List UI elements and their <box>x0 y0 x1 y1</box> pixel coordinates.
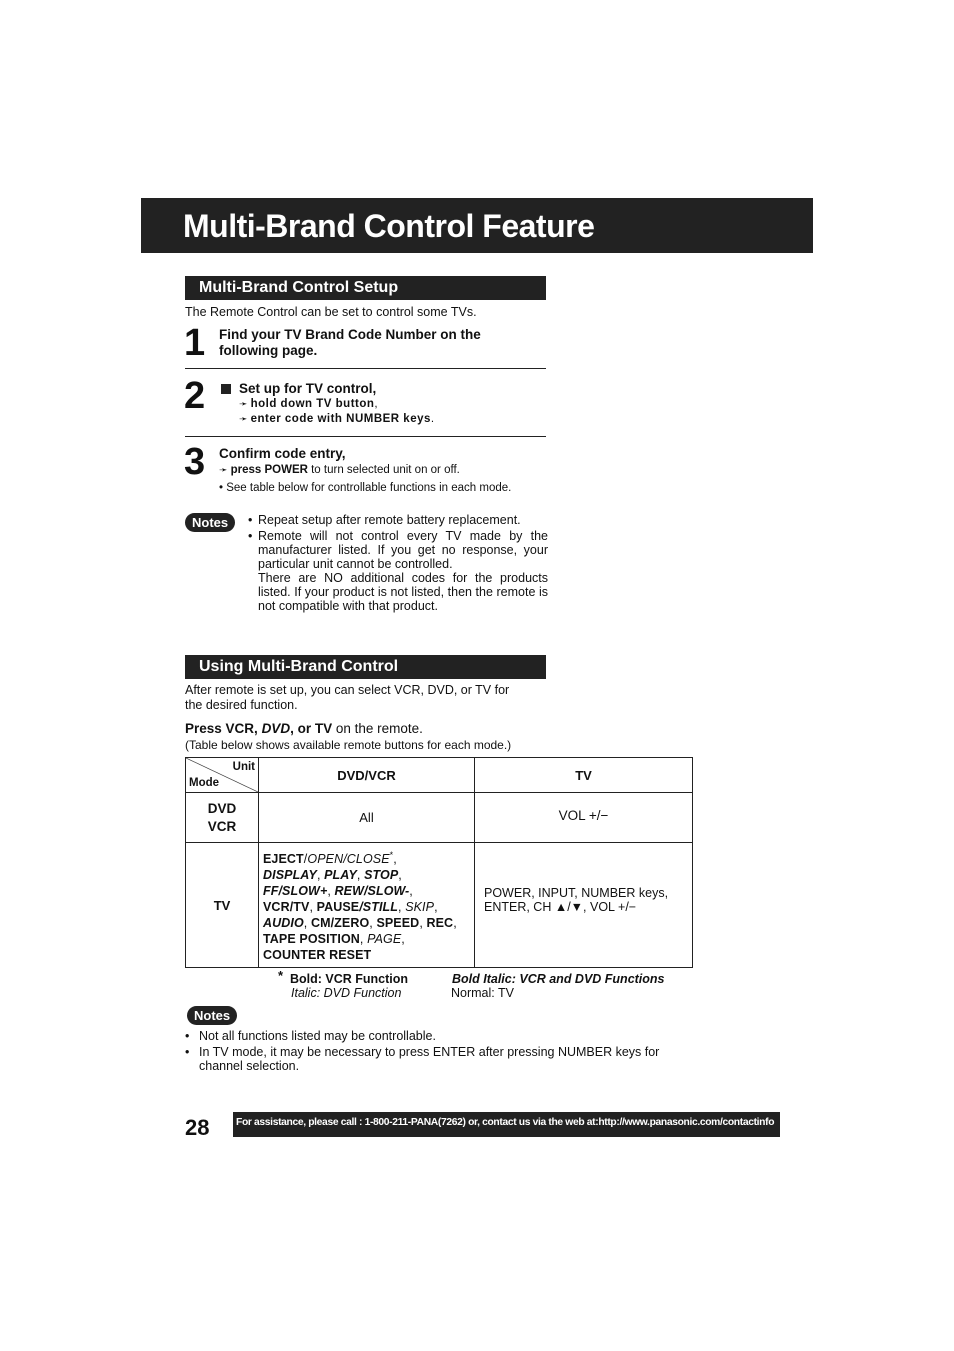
notes-badge: Notes <box>187 1006 237 1025</box>
legend-bold: Bold: VCR Function <box>290 972 409 986</box>
column-header-tv: TV <box>475 758 693 793</box>
press-instruction: Press VCR, DVD, or TV on the remote. <box>185 721 423 736</box>
setup-section-header <box>185 276 546 300</box>
setup-heading: Multi-Brand Control Setup <box>199 279 399 296</box>
divider <box>185 436 546 437</box>
step-2-heading: Set up for TV control, <box>239 381 377 396</box>
step-2-sub-2: ➛ enter code with NUMBER keys. <box>239 413 435 425</box>
arrow-icon: ➛ <box>219 465 228 476</box>
cell-tv-vol: VOL +/− <box>475 793 693 843</box>
footer-contact: For assistance, please call : 1-800-211-PANA(7262) or, contact us via the web at:http://www.panasonic.com/contactinfo <box>236 1117 775 1128</box>
table-row <box>186 793 693 843</box>
step-1-heading: Find your TV Brand Code Number on the following page. <box>219 327 481 358</box>
using-heading: Using Multi-Brand Control <box>199 658 399 675</box>
table-note: (Table below shows available remote buttons for each mode.) <box>185 738 512 752</box>
notes-badge: Notes <box>185 513 235 532</box>
step-number-2: 2 <box>184 375 205 417</box>
arrow-icon: ➛ <box>239 414 248 425</box>
step-3-heading: Confirm code entry, <box>219 446 346 461</box>
title-bar <box>141 198 813 253</box>
list-item: • In TV mode, it may be necessary to press ENTER after pressing NUMBER keys for channel selection. <box>185 1045 660 1073</box>
list-item: • Remote will not control every TV made by the manufacturer listed. If you get no response, your particular unit cannot be controlled. <box>248 529 548 571</box>
setup-notes-list <box>248 513 548 613</box>
cell-tv-functions: POWER, INPUT, NUMBER keys, ENTER, CH ▲/▼, VOL +/− <box>475 843 693 968</box>
legend-normal: Normal: TV <box>451 986 514 1000</box>
cell-dvdvcr-functions: EJECT/OPEN/CLOSE*, DISPLAY, PLAY, STOP, FF/SLOW+, REW/SLOW-, VCR/TV, PAUSE/STILL, SKIP, AUDIO, CM/ZERO, SPEED, REC, TAPE POSITION, PAGE, COUNTER RESET <box>259 843 475 968</box>
row-mode-dvd-vcr: DVD VCR <box>186 793 259 843</box>
footer-bar <box>233 1112 780 1137</box>
table-row <box>186 843 693 968</box>
cell-dvdvcr-all: All <box>259 793 475 843</box>
using-section-header <box>185 655 546 679</box>
table-header-row <box>186 758 693 793</box>
divider <box>185 368 546 369</box>
list-item: • Not all functions listed may be controllable. <box>185 1029 436 1043</box>
diagonal-header: Unit Mode <box>186 758 258 792</box>
legend-asterisk: * <box>278 968 284 983</box>
column-header-dvdvcr: DVD/VCR <box>259 758 475 793</box>
step-number-1: 1 <box>184 322 205 364</box>
step-3-sub-2: • See table below for controllable functions in each mode. <box>219 482 512 494</box>
legend-bold-italic: Bold Italic: VCR and DVD Functions <box>452 972 665 986</box>
list-item: • Repeat setup after remote battery replacement. <box>248 513 521 527</box>
step-2-sub-1: ➛ hold down TV button, <box>239 398 378 410</box>
usage-notes-list <box>185 1029 685 1073</box>
arrow-icon: ➛ <box>239 399 248 410</box>
list-item-continued: There are NO additional codes for the products listed. If your product is not listed, then the remote is not compatible with that product. <box>258 571 548 613</box>
page-number: 28 <box>185 1115 210 1140</box>
setup-intro: The Remote Control can be set to control some TVs. <box>185 305 477 319</box>
step-number-3: 3 <box>184 441 205 483</box>
square-bullet-icon <box>221 384 231 394</box>
row-mode-tv: TV <box>186 843 259 968</box>
table-corner-cell <box>186 758 259 793</box>
page-title: Multi-Brand Control Feature <box>183 208 595 244</box>
using-intro: After remote is set up, you can select VCR, DVD, or TV for the desired function. <box>185 683 510 712</box>
function-table <box>185 757 693 968</box>
legend-italic: Italic: DVD Function <box>291 986 402 1000</box>
step-3-sub-1: ➛ press POWER to turn selected unit on or off. <box>219 464 460 476</box>
